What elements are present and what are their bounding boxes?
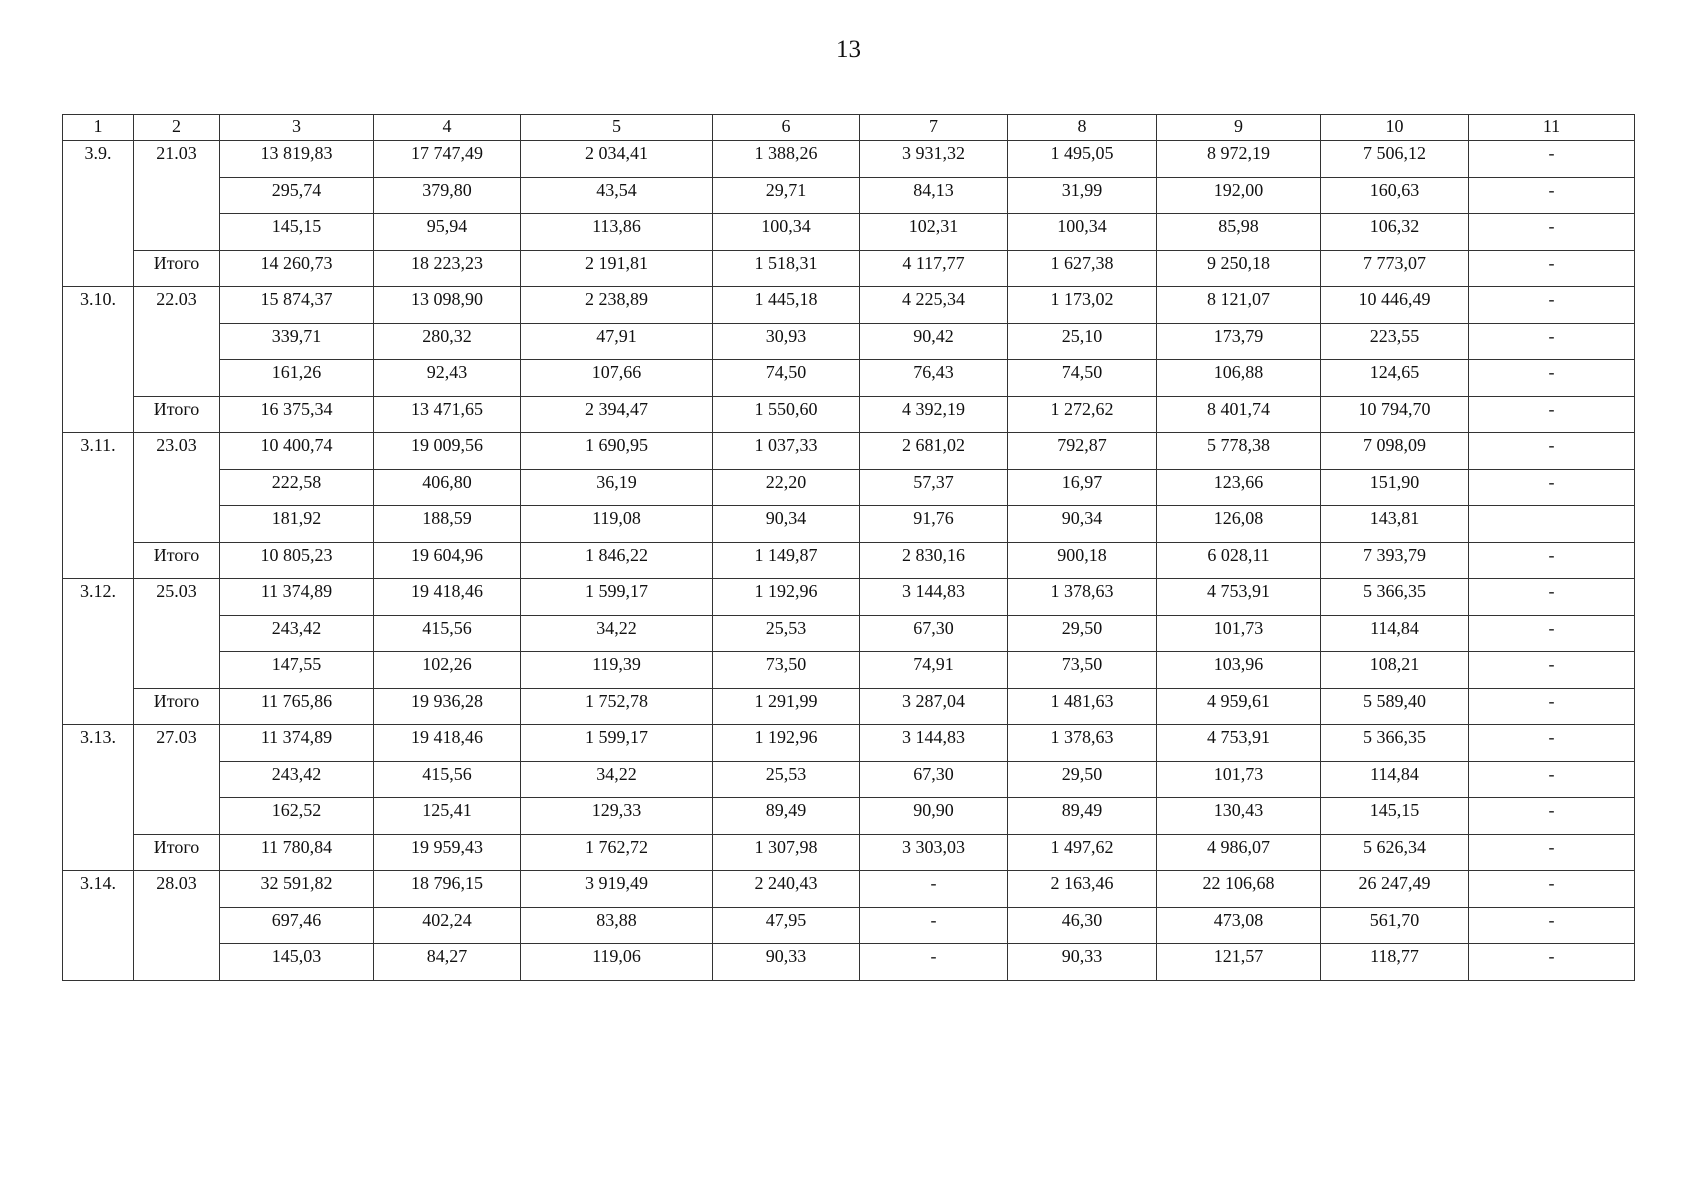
value-cell: 92,43 <box>374 360 521 397</box>
total-value-cell: 5 626,34 <box>1321 834 1469 871</box>
value-cell: 25,53 <box>713 761 860 798</box>
date-cell: 25.03 <box>134 579 220 689</box>
value-cell: 73,50 <box>1008 652 1157 689</box>
value-cell: 108,21 <box>1321 652 1469 689</box>
total-value-cell: - <box>1469 834 1635 871</box>
value-cell: 145,15 <box>220 214 374 251</box>
value-cell: 10 446,49 <box>1321 287 1469 324</box>
total-row <box>63 688 1635 725</box>
total-value-cell: 1 497,62 <box>1008 834 1157 871</box>
value-cell: 18 796,15 <box>374 871 521 908</box>
value-cell: 107,66 <box>521 360 713 397</box>
table-row <box>63 469 1635 506</box>
table-row <box>63 323 1635 360</box>
value-cell: 100,34 <box>1008 214 1157 251</box>
value-cell: 90,33 <box>1008 944 1157 981</box>
value-cell: 90,33 <box>713 944 860 981</box>
value-cell: 415,56 <box>374 615 521 652</box>
value-cell: 161,26 <box>220 360 374 397</box>
value-cell: 2 240,43 <box>713 871 860 908</box>
value-cell: 124,65 <box>1321 360 1469 397</box>
value-cell: 90,42 <box>860 323 1008 360</box>
value-cell: 2 163,46 <box>1008 871 1157 908</box>
column-number-cell: 9 <box>1157 115 1321 141</box>
table-row <box>63 360 1635 397</box>
value-cell: 1 173,02 <box>1008 287 1157 324</box>
table-row <box>63 214 1635 251</box>
row-number-cell: 3.11. <box>63 433 134 579</box>
total-value-cell: 7 773,07 <box>1321 250 1469 287</box>
value-cell: - <box>860 907 1008 944</box>
value-cell: 4 753,91 <box>1157 579 1321 616</box>
value-cell: 8 121,07 <box>1157 287 1321 324</box>
date-cell: 22.03 <box>134 287 220 397</box>
total-label-cell: Итого <box>134 250 220 287</box>
value-cell: 1 037,33 <box>713 433 860 470</box>
value-cell: 29,71 <box>713 177 860 214</box>
row-number-cell: 3.10. <box>63 287 134 433</box>
value-cell: 379,80 <box>374 177 521 214</box>
value-cell: - <box>860 944 1008 981</box>
value-cell: 29,50 <box>1008 615 1157 652</box>
total-value-cell: 13 471,65 <box>374 396 521 433</box>
value-cell: 3 931,32 <box>860 141 1008 178</box>
total-value-cell: 1 627,38 <box>1008 250 1157 287</box>
value-cell: 67,30 <box>860 615 1008 652</box>
total-row <box>63 834 1635 871</box>
total-value-cell: 10 794,70 <box>1321 396 1469 433</box>
value-cell: 3 144,83 <box>860 579 1008 616</box>
value-cell: - <box>1469 433 1635 470</box>
value-cell: - <box>1469 907 1635 944</box>
value-cell: 22,20 <box>713 469 860 506</box>
value-cell: 114,84 <box>1321 761 1469 798</box>
value-cell: 26 247,49 <box>1321 871 1469 908</box>
total-row <box>63 542 1635 579</box>
total-value-cell: 14 260,73 <box>220 250 374 287</box>
value-cell: 406,80 <box>374 469 521 506</box>
column-number-cell: 1 <box>63 115 134 141</box>
table-row <box>63 433 1635 470</box>
row-number-cell: 3.14. <box>63 871 134 981</box>
value-cell: 30,93 <box>713 323 860 360</box>
value-cell: 119,39 <box>521 652 713 689</box>
value-cell: 415,56 <box>374 761 521 798</box>
value-cell: 3 144,83 <box>860 725 1008 762</box>
column-number-cell: 3 <box>220 115 374 141</box>
total-value-cell: - <box>1469 250 1635 287</box>
value-cell: 32 591,82 <box>220 871 374 908</box>
value-cell: 1 192,96 <box>713 725 860 762</box>
value-cell: 90,34 <box>713 506 860 543</box>
value-cell: - <box>1469 323 1635 360</box>
value-cell: 5 366,35 <box>1321 725 1469 762</box>
value-cell: 25,10 <box>1008 323 1157 360</box>
value-cell: 162,52 <box>220 798 374 835</box>
table-row <box>63 141 1635 178</box>
value-cell: - <box>1469 141 1635 178</box>
value-cell: 74,50 <box>1008 360 1157 397</box>
table-row <box>63 579 1635 616</box>
value-cell: 123,66 <box>1157 469 1321 506</box>
value-cell: 34,22 <box>521 615 713 652</box>
total-value-cell: 19 936,28 <box>374 688 521 725</box>
value-cell: 29,50 <box>1008 761 1157 798</box>
value-cell: 130,43 <box>1157 798 1321 835</box>
value-cell: 47,95 <box>713 907 860 944</box>
value-cell: 34,22 <box>521 761 713 798</box>
value-cell: 103,96 <box>1157 652 1321 689</box>
total-label-cell: Итого <box>134 834 220 871</box>
value-cell: 73,50 <box>713 652 860 689</box>
value-cell: - <box>1469 652 1635 689</box>
value-cell: - <box>1469 177 1635 214</box>
value-cell: - <box>1469 798 1635 835</box>
total-value-cell: - <box>1469 542 1635 579</box>
value-cell: - <box>1469 469 1635 506</box>
value-cell: 119,08 <box>521 506 713 543</box>
total-value-cell: 2 394,47 <box>521 396 713 433</box>
total-value-cell: 4 392,19 <box>860 396 1008 433</box>
value-cell: 114,84 <box>1321 615 1469 652</box>
value-cell: 5 778,38 <box>1157 433 1321 470</box>
value-cell: 16,97 <box>1008 469 1157 506</box>
value-cell: 85,98 <box>1157 214 1321 251</box>
total-value-cell: 6 028,11 <box>1157 542 1321 579</box>
total-label-cell: Итого <box>134 688 220 725</box>
total-label-cell: Итого <box>134 396 220 433</box>
total-value-cell: 2 191,81 <box>521 250 713 287</box>
column-number-cell: 6 <box>713 115 860 141</box>
value-cell: 11 374,89 <box>220 579 374 616</box>
value-cell: 2 238,89 <box>521 287 713 324</box>
value-cell: 102,31 <box>860 214 1008 251</box>
total-value-cell: 10 805,23 <box>220 542 374 579</box>
value-cell: 1 388,26 <box>713 141 860 178</box>
data-table <box>62 114 1635 981</box>
value-cell: 10 400,74 <box>220 433 374 470</box>
total-value-cell: 1 291,99 <box>713 688 860 725</box>
value-cell: 181,92 <box>220 506 374 543</box>
value-cell: 473,08 <box>1157 907 1321 944</box>
value-cell: 151,90 <box>1321 469 1469 506</box>
total-value-cell: - <box>1469 396 1635 433</box>
value-cell: - <box>860 871 1008 908</box>
total-value-cell: 1 762,72 <box>521 834 713 871</box>
value-cell: 17 747,49 <box>374 141 521 178</box>
total-value-cell: 1 149,87 <box>713 542 860 579</box>
row-number-cell: 3.12. <box>63 579 134 725</box>
row-number-cell: 3.9. <box>63 141 134 287</box>
value-cell: 223,55 <box>1321 323 1469 360</box>
table-row <box>63 506 1635 543</box>
total-label-cell: Итого <box>134 542 220 579</box>
value-cell: - <box>1469 615 1635 652</box>
value-cell: - <box>1469 287 1635 324</box>
value-cell: 1 599,17 <box>521 579 713 616</box>
table-row <box>63 907 1635 944</box>
value-cell: 5 366,35 <box>1321 579 1469 616</box>
value-cell: 7 506,12 <box>1321 141 1469 178</box>
value-cell: 339,71 <box>220 323 374 360</box>
total-value-cell: 2 830,16 <box>860 542 1008 579</box>
value-cell: 561,70 <box>1321 907 1469 944</box>
value-cell: 295,74 <box>220 177 374 214</box>
value-cell: 100,34 <box>713 214 860 251</box>
value-cell: 1 445,18 <box>713 287 860 324</box>
total-value-cell: 1 481,63 <box>1008 688 1157 725</box>
value-cell: 91,76 <box>860 506 1008 543</box>
value-cell: 13 819,83 <box>220 141 374 178</box>
date-cell: 28.03 <box>134 871 220 981</box>
value-cell: 102,26 <box>374 652 521 689</box>
total-value-cell: 4 117,77 <box>860 250 1008 287</box>
value-cell: 129,33 <box>521 798 713 835</box>
value-cell: 280,32 <box>374 323 521 360</box>
column-number-cell: 2 <box>134 115 220 141</box>
value-cell: 106,32 <box>1321 214 1469 251</box>
total-value-cell: 1 846,22 <box>521 542 713 579</box>
value-cell: 13 098,90 <box>374 287 521 324</box>
value-cell: 147,55 <box>220 652 374 689</box>
value-cell: 25,53 <box>713 615 860 652</box>
value-cell: 3 919,49 <box>521 871 713 908</box>
total-value-cell: 900,18 <box>1008 542 1157 579</box>
value-cell: 402,24 <box>374 907 521 944</box>
value-cell: 4 753,91 <box>1157 725 1321 762</box>
value-cell: 1 495,05 <box>1008 141 1157 178</box>
table-row <box>63 871 1635 908</box>
page-number: 13 <box>836 36 861 63</box>
column-number-cell: 5 <box>521 115 713 141</box>
value-cell: 36,19 <box>521 469 713 506</box>
value-cell: 19 009,56 <box>374 433 521 470</box>
value-cell: 160,63 <box>1321 177 1469 214</box>
total-row <box>63 396 1635 433</box>
value-cell: - <box>1469 725 1635 762</box>
value-cell: 19 418,46 <box>374 725 521 762</box>
value-cell: 83,88 <box>521 907 713 944</box>
value-cell: - <box>1469 579 1635 616</box>
value-cell: 43,54 <box>521 177 713 214</box>
table-row <box>63 652 1635 689</box>
total-value-cell: 3 287,04 <box>860 688 1008 725</box>
table-row <box>63 615 1635 652</box>
table-row <box>63 725 1635 762</box>
date-cell: 21.03 <box>134 141 220 251</box>
value-cell: - <box>1469 761 1635 798</box>
table-row <box>63 944 1635 981</box>
value-cell: 46,30 <box>1008 907 1157 944</box>
value-cell: 792,87 <box>1008 433 1157 470</box>
value-cell: 101,73 <box>1157 615 1321 652</box>
value-cell: 145,15 <box>1321 798 1469 835</box>
value-cell: 113,86 <box>521 214 713 251</box>
date-cell: 23.03 <box>134 433 220 543</box>
total-value-cell: 18 223,23 <box>374 250 521 287</box>
column-number-cell: 4 <box>374 115 521 141</box>
value-cell: - <box>1469 871 1635 908</box>
value-cell: 47,91 <box>521 323 713 360</box>
value-cell: 2 681,02 <box>860 433 1008 470</box>
total-value-cell: 4 986,07 <box>1157 834 1321 871</box>
table-row <box>63 287 1635 324</box>
column-number-cell: 10 <box>1321 115 1469 141</box>
value-cell: 143,81 <box>1321 506 1469 543</box>
total-value-cell: 5 589,40 <box>1321 688 1469 725</box>
value-cell: 125,41 <box>374 798 521 835</box>
date-cell: 27.03 <box>134 725 220 835</box>
value-cell: 106,88 <box>1157 360 1321 397</box>
value-cell: 15 874,37 <box>220 287 374 324</box>
total-value-cell: 11 765,86 <box>220 688 374 725</box>
header-row <box>63 115 1635 141</box>
value-cell: 67,30 <box>860 761 1008 798</box>
value-cell: 118,77 <box>1321 944 1469 981</box>
value-cell: 89,49 <box>713 798 860 835</box>
value-cell: 192,00 <box>1157 177 1321 214</box>
value-cell: 145,03 <box>220 944 374 981</box>
column-number-cell: 7 <box>860 115 1008 141</box>
total-value-cell: - <box>1469 688 1635 725</box>
value-cell: - <box>1469 360 1635 397</box>
value-cell: 1 599,17 <box>521 725 713 762</box>
value-cell <box>1469 506 1635 543</box>
value-cell: 84,13 <box>860 177 1008 214</box>
value-cell: 222,58 <box>220 469 374 506</box>
value-cell: 90,90 <box>860 798 1008 835</box>
value-cell: 8 972,19 <box>1157 141 1321 178</box>
value-cell: 22 106,68 <box>1157 871 1321 908</box>
value-cell: 74,50 <box>713 360 860 397</box>
value-cell: 57,37 <box>860 469 1008 506</box>
value-cell: 95,94 <box>374 214 521 251</box>
row-number-cell: 3.13. <box>63 725 134 871</box>
total-value-cell: 11 780,84 <box>220 834 374 871</box>
value-cell: 19 418,46 <box>374 579 521 616</box>
value-cell: 121,57 <box>1157 944 1321 981</box>
value-cell: 173,79 <box>1157 323 1321 360</box>
table-row <box>63 177 1635 214</box>
value-cell: 126,08 <box>1157 506 1321 543</box>
total-value-cell: 1 307,98 <box>713 834 860 871</box>
table-row <box>63 798 1635 835</box>
value-cell: 74,91 <box>860 652 1008 689</box>
total-value-cell: 1 550,60 <box>713 396 860 433</box>
total-value-cell: 3 303,03 <box>860 834 1008 871</box>
column-number-cell: 11 <box>1469 115 1635 141</box>
total-value-cell: 1 518,31 <box>713 250 860 287</box>
value-cell: 89,49 <box>1008 798 1157 835</box>
value-cell: 1 690,95 <box>521 433 713 470</box>
total-value-cell: 1 752,78 <box>521 688 713 725</box>
total-value-cell: 16 375,34 <box>220 396 374 433</box>
value-cell: 7 098,09 <box>1321 433 1469 470</box>
value-cell: 76,43 <box>860 360 1008 397</box>
column-number-cell: 8 <box>1008 115 1157 141</box>
value-cell: 119,06 <box>521 944 713 981</box>
total-value-cell: 7 393,79 <box>1321 542 1469 579</box>
total-value-cell: 8 401,74 <box>1157 396 1321 433</box>
total-value-cell: 19 604,96 <box>374 542 521 579</box>
value-cell: 11 374,89 <box>220 725 374 762</box>
value-cell: 4 225,34 <box>860 287 1008 324</box>
value-cell: 243,42 <box>220 615 374 652</box>
value-cell: 1 378,63 <box>1008 725 1157 762</box>
value-cell: 31,99 <box>1008 177 1157 214</box>
value-cell: - <box>1469 944 1635 981</box>
value-cell: 188,59 <box>374 506 521 543</box>
total-value-cell: 9 250,18 <box>1157 250 1321 287</box>
value-cell: 243,42 <box>220 761 374 798</box>
table-row <box>63 761 1635 798</box>
value-cell: - <box>1469 214 1635 251</box>
value-cell: 1 378,63 <box>1008 579 1157 616</box>
value-cell: 697,46 <box>220 907 374 944</box>
total-value-cell: 4 959,61 <box>1157 688 1321 725</box>
value-cell: 84,27 <box>374 944 521 981</box>
value-cell: 101,73 <box>1157 761 1321 798</box>
total-value-cell: 19 959,43 <box>374 834 521 871</box>
total-row <box>63 250 1635 287</box>
value-cell: 1 192,96 <box>713 579 860 616</box>
value-cell: 2 034,41 <box>521 141 713 178</box>
total-value-cell: 1 272,62 <box>1008 396 1157 433</box>
value-cell: 90,34 <box>1008 506 1157 543</box>
